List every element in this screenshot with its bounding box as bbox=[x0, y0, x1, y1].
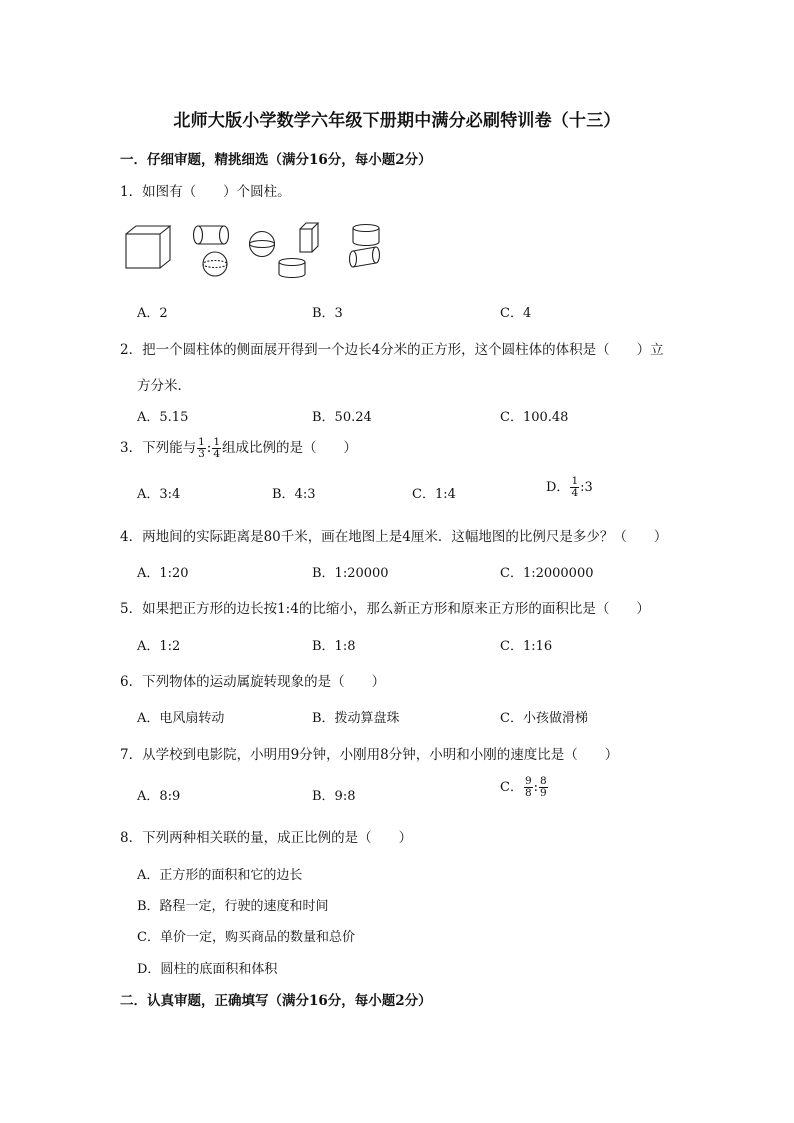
q1-option-a: A．2 bbox=[137, 306, 168, 321]
question-7: 7．从学校到电影院，小明用9分钟，小刚用8分钟，小明和小刚的速度比是（ ） bbox=[120, 747, 619, 763]
q6-option-a: A．电风扇转动 bbox=[137, 711, 225, 726]
q5-option-b: B．1:8 bbox=[312, 639, 356, 654]
q3-option-d: D． $\frac{1}{4}$ :3 bbox=[546, 475, 593, 499]
q3-option-b: B．4:3 bbox=[272, 487, 316, 502]
q6-option-c: C．小孩做滑梯 bbox=[500, 711, 588, 726]
cube-shape bbox=[126, 226, 170, 268]
section-heading-1: 一．仔细审题，精挑细选（满分16分，每小题2分） bbox=[120, 152, 432, 168]
sphere-shape-2 bbox=[250, 232, 275, 257]
q3-suffix: 组成比例的是（ ） bbox=[222, 440, 358, 456]
question-2-line-2: 方分米． bbox=[137, 378, 191, 394]
question-1: 1．如图有（ ）个圆柱。 bbox=[120, 184, 291, 200]
question-6: 6．下列物体的运动属旋转现象的是（ ） bbox=[120, 674, 386, 690]
q8-option-b: B．路程一定，行驶的速度和时间 bbox=[137, 899, 329, 914]
question-8: 8．下列两种相关联的量，成正比例的是（ ） bbox=[120, 830, 413, 846]
q3-fraction-1: $\frac{1}{3}$ bbox=[198, 436, 205, 460]
q2-option-a: A．5.15 bbox=[137, 410, 189, 425]
q5-option-a: A．1:2 bbox=[137, 639, 181, 654]
cylinder-standing-1 bbox=[279, 259, 305, 278]
cylinder-horizontal-1 bbox=[194, 226, 229, 244]
solid-shapes-figure bbox=[120, 218, 400, 278]
q7-option-a: A．8:9 bbox=[137, 789, 181, 804]
q3-option-a: A．3:4 bbox=[137, 487, 181, 502]
q5-option-c: C．1:16 bbox=[500, 639, 553, 654]
cylinder-standing-2 bbox=[353, 225, 379, 246]
q8-option-c: C．单价一定，购买商品的数量和总价 bbox=[137, 930, 355, 945]
page-title: 北师大版小学数学六年级下册期中满分必刷特训卷（十三） bbox=[173, 111, 621, 131]
question-4: 4．两地间的实际距离是80千米，画在地图上是4厘米．这幅地图的比例尺是多少？（ ） bbox=[120, 529, 668, 545]
q8-option-d: D．圆柱的底面积和体积 bbox=[137, 962, 278, 977]
q7-option-c: C． $\frac{9}{8}$ : $\frac{8}{9}$ bbox=[500, 775, 547, 799]
q4-option-a: A．1:20 bbox=[137, 566, 189, 581]
q3-fraction-2: $\frac{1}{4}$ bbox=[213, 436, 221, 460]
q3-colon: : bbox=[206, 440, 212, 456]
q8-option-a: A．正方形的面积和它的边长 bbox=[137, 868, 303, 883]
q1-option-c: C．4 bbox=[500, 306, 532, 321]
q3-prefix: 3．下列能与 bbox=[120, 440, 197, 456]
q3-option-c: C．1:4 bbox=[412, 487, 456, 502]
q1-option-b: B．3 bbox=[312, 306, 343, 321]
section-heading-2: 二．认真审题，正确填写（满分16分，每小题2分） bbox=[120, 993, 432, 1009]
q4-option-b: B．1:20000 bbox=[312, 566, 389, 581]
q2-option-c: C．100.48 bbox=[500, 410, 569, 425]
question-2-line-1: 2．把一个圆柱体的侧面展开得到一个边长4分米的正方形，这个圆柱体的体积是（ ）立 bbox=[120, 342, 664, 358]
question-3 bbox=[120, 436, 357, 460]
q2-option-b: B．50.24 bbox=[312, 410, 372, 425]
sphere-shape-1 bbox=[203, 252, 227, 276]
q6-option-b: B．拨动算盘珠 bbox=[312, 711, 400, 726]
cylinder-horizontal-2 bbox=[350, 247, 380, 267]
q4-option-c: C．1:2000000 bbox=[500, 566, 594, 581]
prism-shape bbox=[300, 223, 318, 252]
question-5: 5．如果把正方形的边长按1:4的比缩小，那么新正方形和原来正方形的面积比是（ ） bbox=[120, 601, 650, 617]
q7-option-b: B．9:8 bbox=[312, 789, 356, 804]
